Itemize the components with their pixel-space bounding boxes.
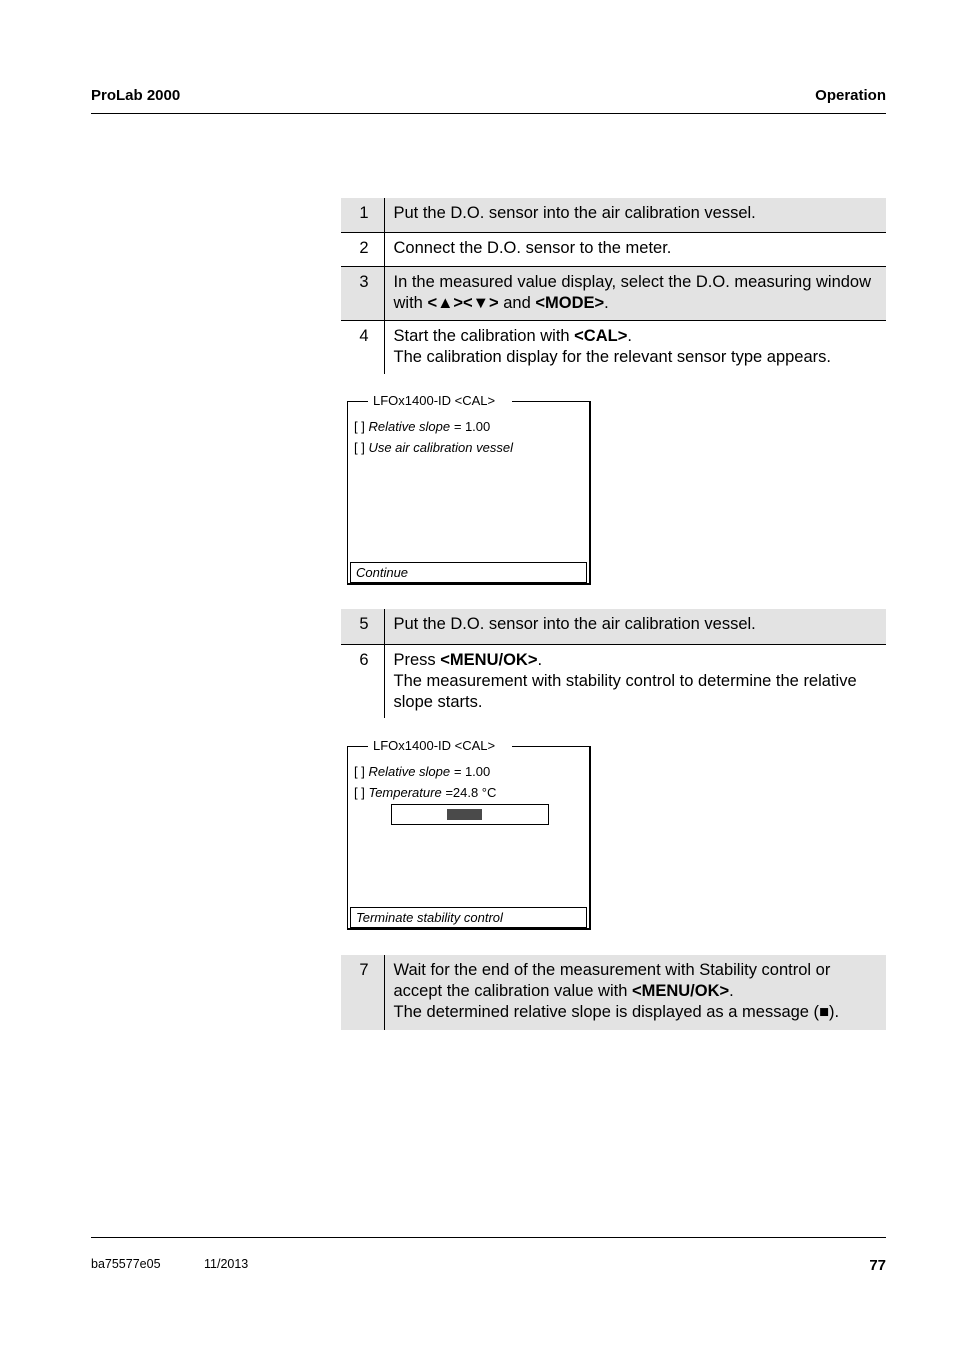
step-text-end: . (627, 326, 632, 345)
key-menu-ok: <MENU/OK> (631, 982, 730, 1000)
display-line-instruction (354, 440, 513, 456)
key-cal: <CAL> (574, 326, 628, 345)
steps-table-5-6 (341, 609, 886, 718)
header-product-name: ProLab 2000 (91, 87, 181, 104)
display-line-temperature (354, 785, 496, 801)
display-title: LFOx1400-ID <CAL> (368, 393, 512, 409)
stability-progress-bar (391, 804, 549, 825)
header-section-name: Operation (815, 87, 886, 104)
footer-date: 11/2013 (204, 1257, 249, 1271)
step-text-prefix: In the measured value display, select the D.O. measuring window with (393, 272, 872, 312)
step-row-7 (341, 955, 886, 1030)
message-square-icon: ■ (819, 1003, 830, 1021)
step-number: 6 (341, 644, 384, 718)
display-softkey-terminate[interactable]: Terminate stability control (350, 907, 587, 928)
step-text (384, 266, 886, 320)
step-number: 1 (341, 198, 384, 232)
header-rule (91, 113, 886, 114)
checkbox-marker: [ ] (354, 785, 369, 800)
display-value: 24.8 °C (452, 785, 497, 800)
display-value: 1.00 (464, 764, 491, 779)
step-text: Put the D.O. sensor into the air calibration vessel. (384, 198, 886, 232)
display-label: Temperature = (368, 785, 453, 800)
checkbox-marker: [ ] (354, 440, 369, 455)
step-text-end: . (604, 293, 609, 312)
step-text: Put the D.O. sensor into the air calibration vessel. (384, 609, 886, 644)
step-row-3 (341, 266, 886, 320)
step-text (384, 955, 886, 1030)
calibration-display-1 (347, 393, 591, 585)
step-text-prefix: Start the calibration with (393, 326, 575, 345)
key-up: <▲> (427, 293, 464, 312)
step-text: Connect the D.O. sensor to the meter. (384, 232, 886, 266)
display-label: Use air calibration vessel (368, 440, 513, 455)
step-text-end: . (537, 650, 543, 669)
step-row-2 (341, 232, 886, 266)
display-title: LFOx1400-ID <CAL> (368, 738, 512, 754)
step-number: 3 (341, 266, 384, 320)
step-text-prefix: Press (393, 650, 441, 669)
page-number: 77 (869, 1257, 886, 1274)
footer-document-id: ba75577e05 (91, 1257, 161, 1271)
step-text-line2: The measurement with stability control to determine the relative slope starts. (393, 671, 857, 711)
step-row-5 (341, 609, 886, 644)
calibration-display-2 (347, 738, 591, 930)
display-label: Relative slope = (368, 764, 465, 779)
step-number: 5 (341, 609, 384, 644)
key-menu-ok: <MENU/OK> (440, 650, 538, 669)
display-value: 1.00 (464, 419, 491, 434)
step-text (384, 644, 886, 718)
stability-progress-indicator (447, 809, 483, 820)
checkbox-marker: [ ] (354, 764, 369, 779)
display-label: Relative slope = (368, 419, 465, 434)
step-row-1 (341, 198, 886, 232)
step-row-6 (341, 644, 886, 718)
checkbox-marker: [ ] (354, 419, 369, 434)
display-softkey-continue[interactable]: Continue (350, 562, 587, 583)
step-number: 7 (341, 955, 384, 1030)
key-down: <▼> (463, 293, 499, 312)
step-text-line2: The calibration display for the relevant sensor type appears. (393, 347, 831, 366)
display-line-relative-slope (354, 764, 490, 780)
step-text (384, 320, 886, 374)
step-text-and: and (498, 293, 536, 312)
step-text-end: . (729, 982, 734, 1000)
step-text-line2: The determined relative slope is displayed as a message ( (393, 1003, 820, 1021)
steps-table-1-4 (341, 198, 886, 374)
footer-rule (91, 1237, 886, 1238)
step-text-line2-end: ). (829, 1003, 840, 1021)
step-number: 4 (341, 320, 384, 374)
step-number: 2 (341, 232, 384, 266)
step-text-prefix: Wait for the end of the measurement with Stability control or accept the calibration value with (393, 961, 831, 1000)
display-line-relative-slope (354, 419, 490, 435)
key-mode: <MODE> (535, 293, 605, 312)
steps-table-7 (341, 955, 886, 1030)
step-row-4 (341, 320, 886, 374)
